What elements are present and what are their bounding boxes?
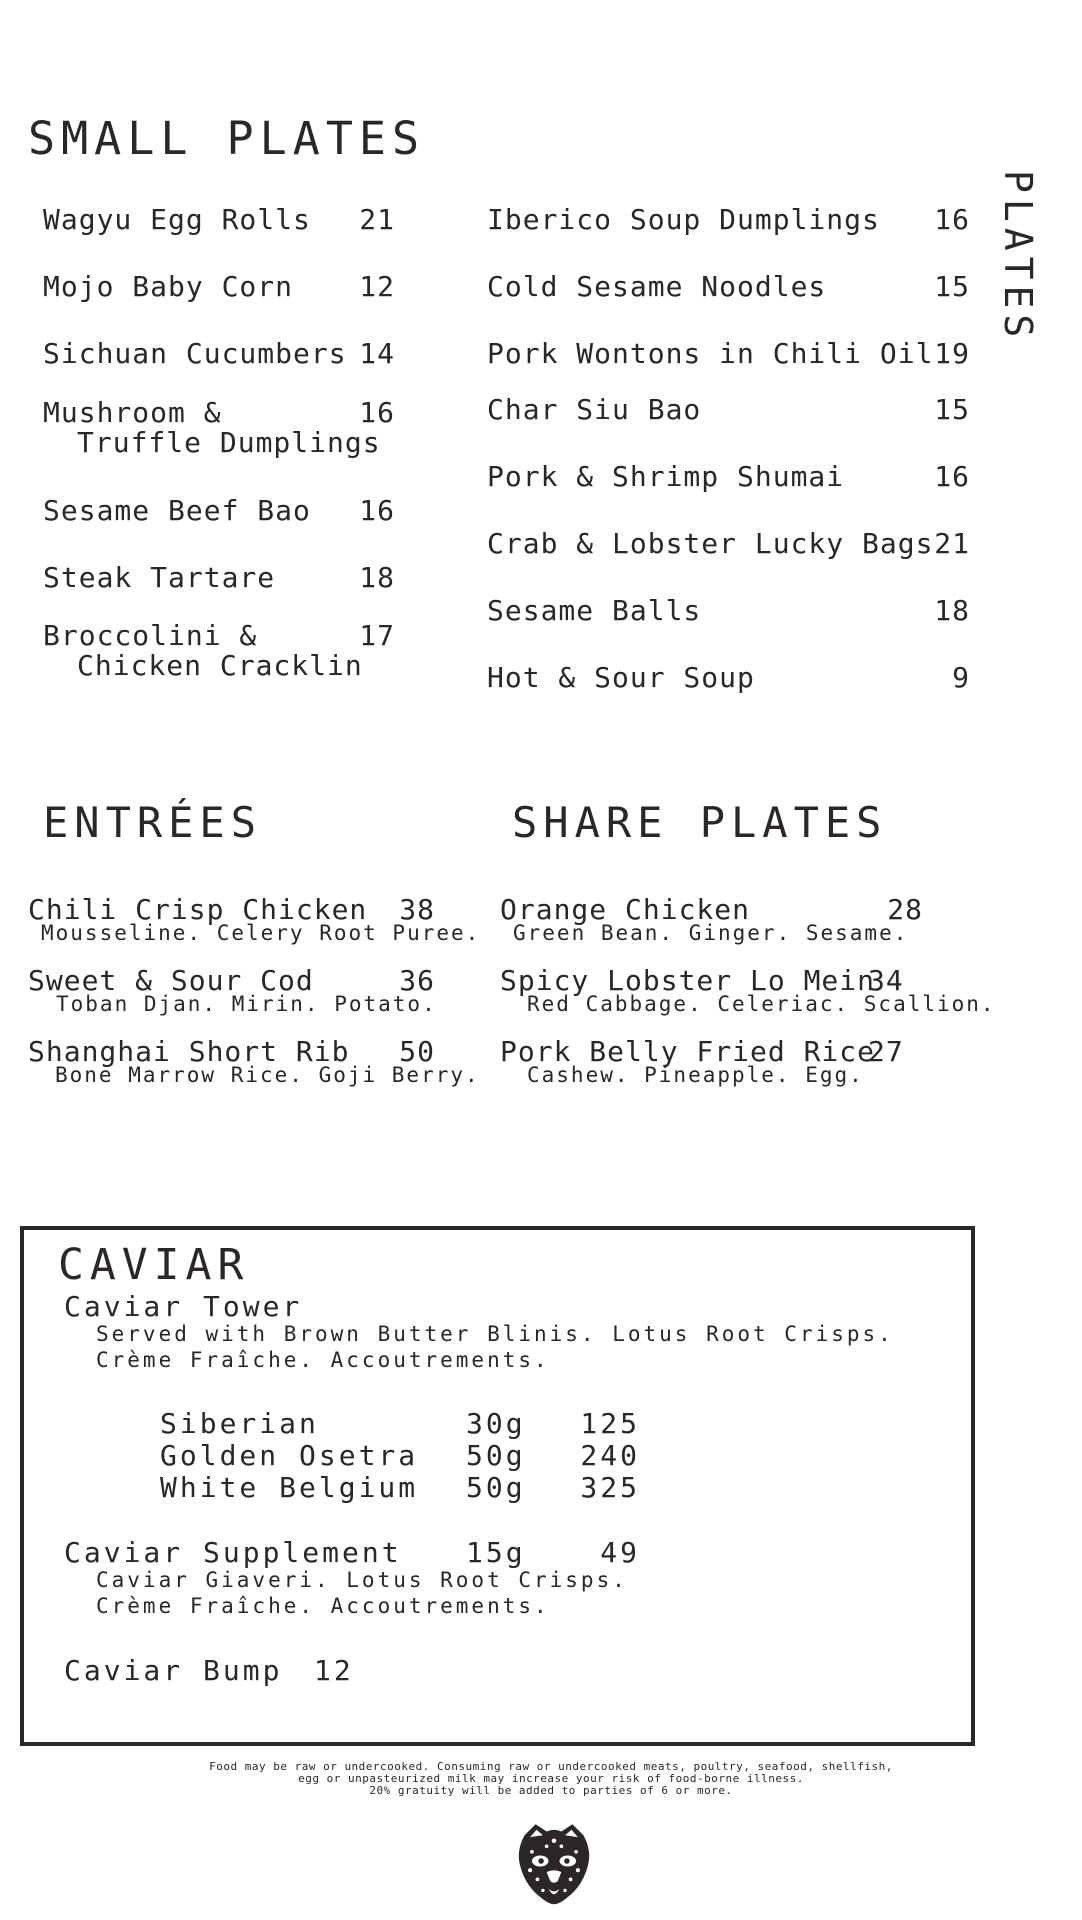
share-plate-price: 28 <box>887 893 923 926</box>
caviar-supplement-weight: 15g <box>466 1536 526 1569</box>
menu-item-price: 18 <box>934 594 970 627</box>
menu-item-price: 19 <box>934 337 970 370</box>
share-plate-description: Green Bean. Ginger. Sesame. <box>513 921 909 945</box>
entree-name: Sweet & Sour Cod <box>28 964 314 997</box>
share-plate-name: Pork Belly Fried Rice <box>500 1035 876 1068</box>
share-plate-price: 34 <box>868 964 904 997</box>
entree-name: Chili Crisp Chicken <box>28 893 368 926</box>
side-label-plates: PLATES <box>996 170 1040 344</box>
small-plates-heading: SMALL PLATES <box>28 112 426 165</box>
entree-description: Bone Marrow Rice. Goji Berry. <box>55 1063 480 1087</box>
entree-description: Mousseline. Celery Root Puree. <box>41 921 481 945</box>
menu-item-name: Hot & Sour Soup <box>487 661 755 694</box>
caviar-variety-name: Siberian <box>160 1407 319 1440</box>
menu-item-name: Sesame Beef Bao <box>43 494 311 527</box>
menu-item-name-line2: Chicken Cracklin <box>77 649 363 682</box>
footer-line: 20% gratuity will be added to parties of 6 or more. <box>369 1784 733 1797</box>
menu-item-price: 21 <box>934 527 970 560</box>
menu-item-price: 21 <box>359 203 395 236</box>
menu-item-price: 16 <box>359 494 395 527</box>
caviar-supplement-name: Caviar Supplement <box>64 1536 402 1569</box>
caviar-variety-weight: 50g <box>466 1439 526 1472</box>
caviar-variety-price: 240 <box>580 1439 640 1472</box>
share-plate-description: Red Cabbage. Celeriac. Scallion. <box>527 992 996 1016</box>
entree-price: 36 <box>399 964 435 997</box>
caviar-variety-weight: 50g <box>466 1471 526 1504</box>
entree-price: 50 <box>399 1035 435 1068</box>
menu-item-name: Cold Sesame Noodles <box>487 270 827 303</box>
menu-item-name: Mojo Baby Corn <box>43 270 294 303</box>
menu-item-name: Steak Tartare <box>43 561 276 594</box>
share-plate-price: 27 <box>868 1035 904 1068</box>
caviar-variety-price: 325 <box>580 1471 640 1504</box>
caviar-supplement-description-line2: Crème Fraîche. Accoutrements. <box>96 1594 550 1618</box>
menu-item-name: Char Siu Bao <box>487 393 702 426</box>
menu-item-price: 18 <box>359 561 395 594</box>
menu-item-name: Crab & Lobster Lucky Bags <box>487 527 934 560</box>
menu-item-name: Broccolini & <box>43 619 258 652</box>
menu-item-price: 17 <box>359 619 395 652</box>
caviar-supplement-description: Caviar Giaveri. Lotus Root Crisps. <box>96 1568 628 1592</box>
entree-name: Shanghai Short Rib <box>28 1035 350 1068</box>
menu-item-name-line2: Truffle Dumplings <box>77 426 381 459</box>
menu-item-price: 16 <box>359 396 395 429</box>
menu-item-price: 12 <box>359 270 395 303</box>
caviar-variety-price: 125 <box>580 1407 640 1440</box>
caviar-tower-description-line2: Crème Fraîche. Accoutrements. <box>96 1348 550 1372</box>
menu-item-price: 15 <box>934 393 970 426</box>
caviar-variety-name: White Belgium <box>160 1471 419 1504</box>
caviar-tower-description: Served with Brown Butter Blinis. Lotus Root Crisps. <box>96 1322 894 1346</box>
caviar-variety-name: Golden Osetra <box>160 1439 419 1472</box>
footer-disclaimer <box>0 1761 1082 1797</box>
caviar-tower-name: Caviar Tower <box>64 1290 303 1323</box>
menu-item-price: 16 <box>934 203 970 236</box>
menu-item-price: 15 <box>934 270 970 303</box>
share-plate-name: Orange Chicken <box>500 893 751 926</box>
menu-item-name: Iberico Soup Dumplings <box>487 203 880 236</box>
share-plate-name: Spicy Lobster Lo Mein <box>500 964 876 997</box>
menu-item-price: 14 <box>359 337 395 370</box>
caviar-bump-price: 12 <box>314 1654 354 1687</box>
menu-item-name: Sichuan Cucumbers <box>43 337 347 370</box>
caviar-variety-weight: 30g <box>466 1407 526 1440</box>
footer-line: egg or unpasteurized milk may increase your risk of food-borne illness. <box>298 1772 804 1785</box>
entree-description: Toban Djan. Mirin. Potato. <box>56 992 437 1016</box>
menu-item-name: Mushroom & <box>43 396 222 429</box>
menu-item-name: Pork Wontons in Chili Oil <box>487 337 934 370</box>
entree-price: 38 <box>399 893 435 926</box>
caviar-bump-name: Caviar Bump <box>64 1654 283 1687</box>
share-plate-description: Cashew. Pineapple. Egg. <box>527 1063 864 1087</box>
entrees-heading: ENTRÉES <box>43 798 263 847</box>
caviar-supplement-price: 49 <box>600 1536 640 1569</box>
share-plates-heading: SHARE PLATES <box>512 798 888 847</box>
menu-item-price: 9 <box>952 661 970 694</box>
footer-line: Food may be raw or undercooked. Consuming raw or undercooked meats, poultry, seafood, shellfish, <box>209 1760 893 1773</box>
menu-item-name: Pork & Shrimp Shumai <box>487 460 845 493</box>
menu-item-name: Sesame Balls <box>487 594 702 627</box>
menu-item-price: 16 <box>934 460 970 493</box>
cheetah-head-icon <box>508 1815 600 1907</box>
caviar-heading: CAVIAR <box>58 1240 250 1290</box>
menu-item-name: Wagyu Egg Rolls <box>43 203 311 236</box>
